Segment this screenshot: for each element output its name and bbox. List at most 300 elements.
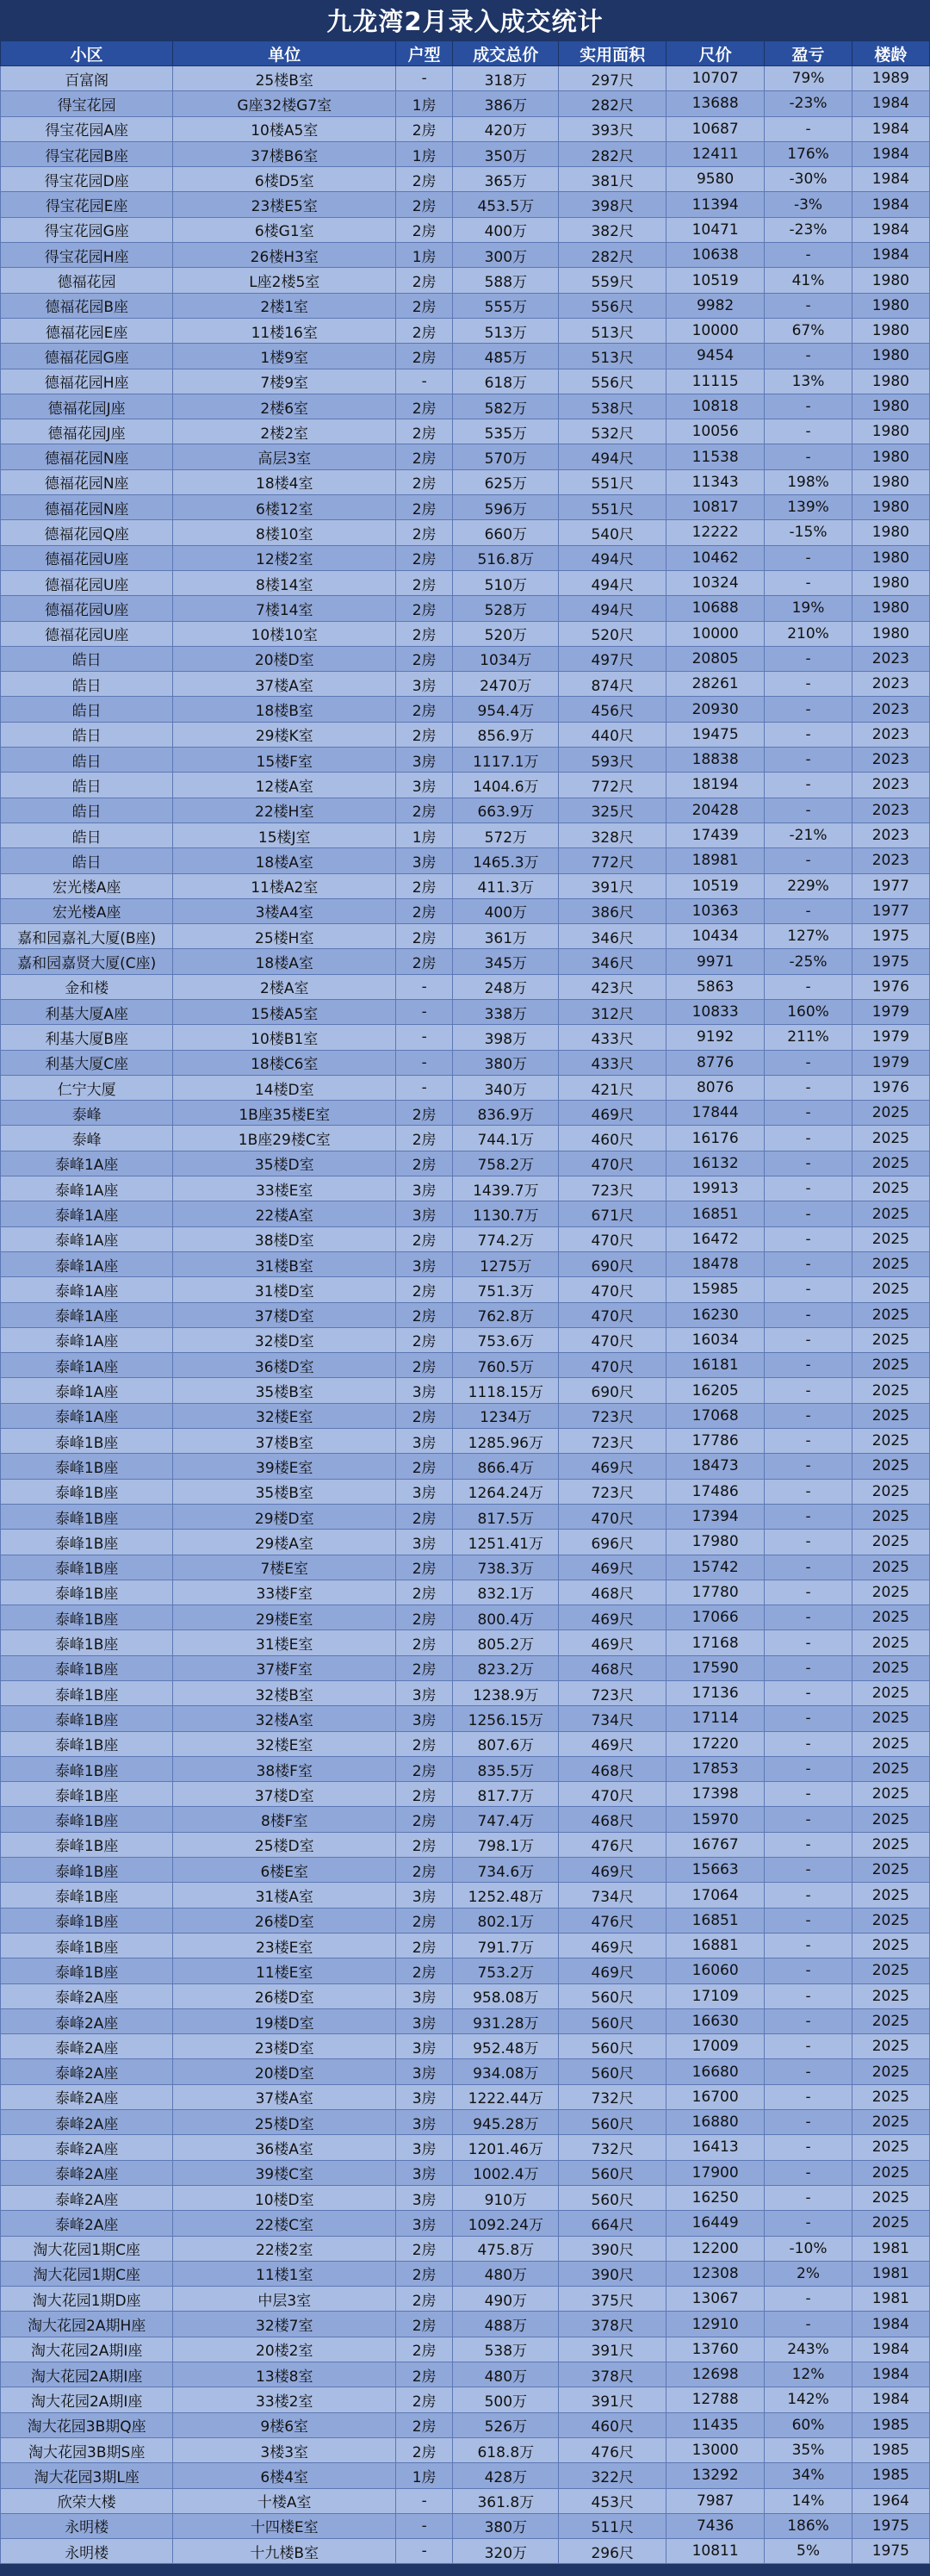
price-cell: 856.9万 [453, 722, 559, 747]
profit-loss-cell: - [765, 2135, 852, 2160]
layout-cell: 2房 [396, 293, 453, 318]
estate-cell: 皓日 [1, 646, 173, 671]
area-cell: 538尺 [559, 394, 666, 419]
layout-cell: 2房 [396, 217, 453, 242]
estate-cell: 嘉和园嘉贤大厦(C座) [1, 949, 173, 974]
estate-cell: 泰峰1A座 [1, 1302, 173, 1327]
table-row [1, 1731, 930, 1756]
price-per-foot-cell: 16250 [666, 2185, 765, 2210]
price-per-foot-cell: 9580 [666, 167, 765, 192]
price-cell: 866.4万 [453, 1454, 559, 1479]
area-cell: 494尺 [559, 596, 666, 621]
building-age-cell: 2025 [852, 1555, 929, 1580]
layout-cell: 2房 [396, 1504, 453, 1529]
price-per-foot-cell: 16851 [666, 1201, 765, 1226]
unit-cell: 37楼A室 [173, 2084, 396, 2109]
building-age-cell: 1985 [852, 2437, 929, 2462]
unit-cell: 7楼E室 [173, 1555, 396, 1580]
profit-loss-cell: - [765, 2084, 852, 2109]
price-cell: 1002.4万 [453, 2160, 559, 2185]
layout-cell: 3房 [396, 2185, 453, 2210]
unit-cell: 18楼B室 [173, 697, 396, 722]
building-age-cell: 2025 [852, 1504, 929, 1529]
building-age-cell: 2025 [852, 2059, 929, 2084]
estate-cell: 泰峰2A座 [1, 2034, 173, 2059]
table-row [1, 898, 930, 923]
estate-cell: 泰峰1B座 [1, 1429, 173, 1454]
profit-loss-cell: - [765, 1908, 852, 1933]
profit-loss-cell: 186% [765, 2513, 852, 2538]
unit-cell: 38楼F室 [173, 1756, 396, 1781]
area-cell: 470尺 [559, 1151, 666, 1176]
unit-cell: 33楼E室 [173, 1176, 396, 1201]
estate-cell: 皓日 [1, 848, 173, 873]
layout-cell: 2房 [396, 1454, 453, 1479]
area-cell: 393尺 [559, 116, 666, 141]
building-age-cell: 1964 [852, 2488, 929, 2513]
price-per-foot-cell: 10056 [666, 419, 765, 444]
table-row [1, 2488, 930, 2513]
table-row [1, 2059, 930, 2084]
building-age-cell: 2025 [852, 1201, 929, 1226]
estate-cell: 泰峰1B座 [1, 1782, 173, 1807]
table-row [1, 2008, 930, 2033]
estate-cell: 德福花园U座 [1, 545, 173, 570]
table-row [1, 1530, 930, 1555]
area-cell: 560尺 [559, 1983, 666, 2008]
profit-loss-cell: - [765, 1530, 852, 1555]
price-cell: 663.9万 [453, 798, 559, 822]
price-cell: 2470万 [453, 672, 559, 697]
price-per-foot-cell: 13067 [666, 2287, 765, 2312]
estate-cell: 淘大花园1期C座 [1, 2261, 173, 2286]
price-per-foot-cell: 17114 [666, 1706, 765, 1731]
profit-loss-cell: - [765, 1151, 852, 1176]
profit-loss-cell: - [765, 1327, 852, 1352]
estate-cell: 泰峰1B座 [1, 1504, 173, 1529]
estate-cell: 泰峰1B座 [1, 1555, 173, 1580]
estate-cell: 泰峰1B座 [1, 1858, 173, 1883]
profit-loss-cell: 243% [765, 2337, 852, 2362]
profit-loss-cell: - [765, 1126, 852, 1151]
area-cell: 723尺 [559, 1479, 666, 1504]
unit-cell: 6楼E室 [173, 1858, 396, 1883]
profit-loss-cell: - [765, 1075, 852, 1100]
table-row [1, 1403, 930, 1428]
layout-cell: 2房 [396, 798, 453, 822]
layout-cell: 3房 [396, 2160, 453, 2185]
building-age-cell: 2023 [852, 722, 929, 747]
unit-cell: 8楼F室 [173, 1807, 396, 1832]
layout-cell: 2房 [396, 924, 453, 949]
building-age-cell: 1975 [852, 949, 929, 974]
building-age-cell: 2025 [852, 1706, 929, 1731]
table-row [1, 2437, 930, 2462]
price-per-foot-cell: 12308 [666, 2261, 765, 2286]
price-cell: 338万 [453, 999, 559, 1024]
price-cell: 1130.7万 [453, 1201, 559, 1226]
area-cell: 560尺 [559, 2160, 666, 2185]
area-cell: 378尺 [559, 2312, 666, 2337]
layout-cell: 2房 [396, 898, 453, 923]
layout-cell: 3房 [396, 2034, 453, 2059]
estate-cell: 泰峰 [1, 1101, 173, 1126]
layout-cell: 2房 [396, 621, 453, 646]
table-row [1, 773, 930, 798]
building-age-cell: 2025 [852, 2185, 929, 2210]
profit-loss-cell: 19% [765, 596, 852, 621]
profit-loss-cell: - [765, 1302, 852, 1327]
estate-cell: 泰峰2A座 [1, 2160, 173, 2185]
unit-cell: 1楼9室 [173, 344, 396, 369]
unit-cell: 15楼F室 [173, 748, 396, 773]
unit-cell: 37楼F室 [173, 1655, 396, 1680]
profit-loss-cell: - [765, 1756, 852, 1781]
estate-cell: 淘大花园2A期I座 [1, 2337, 173, 2362]
table-row [1, 1277, 930, 1302]
layout-cell: 1房 [396, 822, 453, 847]
table-row [1, 2110, 930, 2135]
price-cell: 802.1万 [453, 1908, 559, 1933]
layout-cell: 3房 [396, 2084, 453, 2109]
table-row [1, 217, 930, 242]
table-row [1, 293, 930, 318]
unit-cell: 37楼B6室 [173, 141, 396, 166]
area-cell: 559尺 [559, 268, 666, 293]
unit-cell: 20楼2室 [173, 2337, 396, 2362]
price-cell: 934.08万 [453, 2059, 559, 2084]
price-per-foot-cell: 16413 [666, 2135, 765, 2160]
table-row [1, 1807, 930, 1832]
estate-cell: 得宝花园 [1, 91, 173, 116]
area-cell: 470尺 [559, 1302, 666, 1327]
estate-cell: 欣荣大楼 [1, 2488, 173, 2513]
price-per-foot-cell: 15970 [666, 1807, 765, 1832]
table-row [1, 1226, 930, 1251]
price-cell: 490万 [453, 2287, 559, 2312]
price-per-foot-cell: 16680 [666, 2059, 765, 2084]
unit-cell: 31楼A室 [173, 1883, 396, 1908]
column-header-profit-loss: 盈亏 [765, 41, 852, 66]
unit-cell: 37楼D室 [173, 1782, 396, 1807]
unit-cell: 32楼7室 [173, 2312, 396, 2337]
area-cell: 378尺 [559, 2362, 666, 2387]
unit-cell: 39楼E室 [173, 1454, 396, 1479]
price-per-foot-cell: 10707 [666, 66, 765, 91]
table-row [1, 1681, 930, 1706]
unit-cell: 6楼D5室 [173, 167, 396, 192]
building-age-cell: 2025 [852, 1983, 929, 2008]
layout-cell: 2房 [396, 1655, 453, 1680]
price-per-foot-cell: 12411 [666, 141, 765, 166]
table-row [1, 873, 930, 898]
table-row [1, 2337, 930, 2362]
estate-cell: 泰峰1A座 [1, 1353, 173, 1378]
unit-cell: 31楼B室 [173, 1251, 396, 1276]
price-per-foot-cell: 17590 [666, 1655, 765, 1680]
price-per-foot-cell: 10000 [666, 621, 765, 646]
profit-loss-cell: 127% [765, 924, 852, 949]
layout-cell: 2房 [396, 1353, 453, 1378]
price-cell: 510万 [453, 570, 559, 595]
building-age-cell: 2023 [852, 773, 929, 798]
price-cell: 747.4万 [453, 1807, 559, 1832]
table-row [1, 1883, 930, 1908]
building-age-cell: 2023 [852, 798, 929, 822]
estate-cell: 淘大花园3B期Q座 [1, 2412, 173, 2437]
area-cell: 390尺 [559, 2236, 666, 2261]
layout-cell: 2房 [396, 1126, 453, 1151]
area-cell: 520尺 [559, 621, 666, 646]
unit-cell: 29楼E室 [173, 1605, 396, 1630]
building-age-cell: 2025 [852, 2135, 929, 2160]
estate-cell: 泰峰1B座 [1, 1908, 173, 1933]
estate-cell: 百富阁 [1, 66, 173, 91]
price-per-foot-cell: 17486 [666, 1479, 765, 1504]
building-age-cell: 1984 [852, 2362, 929, 2387]
area-cell: 772尺 [559, 848, 666, 873]
price-per-foot-cell: 13688 [666, 91, 765, 116]
unit-cell: 6楼G1室 [173, 217, 396, 242]
area-cell: 551尺 [559, 469, 666, 494]
table-row [1, 545, 930, 570]
profit-loss-cell: - [765, 974, 852, 999]
layout-cell: 2房 [396, 1807, 453, 1832]
price-per-foot-cell: 13292 [666, 2463, 765, 2488]
profit-loss-cell: - [765, 646, 852, 671]
table-row [1, 672, 930, 697]
table-row [1, 344, 930, 369]
layout-cell: 2房 [396, 2412, 453, 2437]
profit-loss-cell: - [765, 2185, 852, 2210]
price-per-foot-cell: 10688 [666, 596, 765, 621]
area-cell: 469尺 [559, 1731, 666, 1756]
estate-cell: 泰峰1B座 [1, 1580, 173, 1605]
price-per-foot-cell: 16034 [666, 1327, 765, 1352]
layout-cell: 2房 [396, 2437, 453, 2462]
layout-cell: 2房 [396, 1403, 453, 1428]
price-cell: 555万 [453, 293, 559, 318]
layout-cell: 2房 [396, 873, 453, 898]
price-per-foot-cell: 17168 [666, 1630, 765, 1655]
area-cell: 723尺 [559, 1429, 666, 1454]
price-per-foot-cell: 17068 [666, 1403, 765, 1428]
table-row [1, 748, 930, 773]
layout-cell: 1房 [396, 2463, 453, 2488]
price-per-foot-cell: 9192 [666, 1025, 765, 1050]
price-cell: 318万 [453, 66, 559, 91]
profit-loss-cell: - [765, 2059, 852, 2084]
estate-cell: 德福花园U座 [1, 570, 173, 595]
building-age-cell: 1984 [852, 116, 929, 141]
profit-loss-cell: - [765, 1858, 852, 1883]
price-per-foot-cell: 17394 [666, 1504, 765, 1529]
estate-cell: 得宝花园B座 [1, 141, 173, 166]
area-cell: 453尺 [559, 2488, 666, 2513]
profit-loss-cell: -10% [765, 2236, 852, 2261]
price-per-foot-cell: 11343 [666, 469, 765, 494]
page-title: 九龙湾2月录入成交统计 [326, 7, 604, 36]
price-cell: 582万 [453, 394, 559, 419]
layout-cell: 3房 [396, 1251, 453, 1276]
profit-loss-cell: - [765, 444, 852, 469]
layout-cell: 2房 [396, 394, 453, 419]
area-cell: 423尺 [559, 974, 666, 999]
estate-cell: 泰峰1B座 [1, 1605, 173, 1630]
price-per-foot-cell: 11538 [666, 444, 765, 469]
price-cell: 835.5万 [453, 1756, 559, 1781]
area-cell: 723尺 [559, 1681, 666, 1706]
profit-loss-cell: - [765, 1176, 852, 1201]
building-age-cell: 2025 [852, 1251, 929, 1276]
layout-cell: 1房 [396, 243, 453, 268]
area-cell: 391尺 [559, 873, 666, 898]
estate-cell: 泰峰1B座 [1, 1756, 173, 1781]
area-cell: 322尺 [559, 2463, 666, 2488]
area-cell: 551尺 [559, 495, 666, 520]
price-cell: 350万 [453, 141, 559, 166]
profit-loss-cell: 229% [765, 873, 852, 898]
area-cell: 470尺 [559, 1353, 666, 1378]
area-cell: 469尺 [559, 1858, 666, 1883]
building-age-cell: 1975 [852, 924, 929, 949]
price-cell: 428万 [453, 2463, 559, 2488]
estate-cell: 皓日 [1, 748, 173, 773]
estate-cell: 嘉和园嘉礼大厦(B座) [1, 924, 173, 949]
profit-loss-cell: - [765, 1226, 852, 1251]
price-per-foot-cell: 10471 [666, 217, 765, 242]
building-age-cell: 2025 [852, 1655, 929, 1680]
unit-cell: 32楼E室 [173, 1731, 396, 1756]
area-cell: 382尺 [559, 217, 666, 242]
layout-cell: 3房 [396, 1201, 453, 1226]
layout-cell: 2房 [396, 1327, 453, 1352]
table-row [1, 1479, 930, 1504]
unit-cell: 23楼E5室 [173, 192, 396, 217]
unit-cell: 2楼2室 [173, 419, 396, 444]
layout-cell: 2房 [396, 646, 453, 671]
price-per-foot-cell: 11435 [666, 2412, 765, 2437]
table-row [1, 1958, 930, 1983]
price-cell: 380万 [453, 2513, 559, 2538]
unit-cell: 15楼A5室 [173, 999, 396, 1024]
price-per-foot-cell: 16176 [666, 1126, 765, 1151]
building-age-cell: 1980 [852, 621, 929, 646]
table-row [1, 2211, 930, 2236]
table-row [1, 2135, 930, 2160]
unit-cell: 35楼B室 [173, 1479, 396, 1504]
building-age-cell: 1984 [852, 2337, 929, 2362]
building-age-cell: 2025 [852, 1883, 929, 1908]
column-header-price: 成交总价 [453, 41, 559, 66]
price-per-foot-cell: 10817 [666, 495, 765, 520]
table-row [1, 1832, 930, 1857]
building-age-cell: 1980 [852, 570, 929, 595]
profit-loss-cell: 14% [765, 2488, 852, 2513]
table-row [1, 697, 930, 722]
table-row [1, 2312, 930, 2337]
building-age-cell: 1984 [852, 217, 929, 242]
building-age-cell: 2023 [852, 646, 929, 671]
layout-cell: 3房 [396, 1681, 453, 1706]
profit-loss-cell: - [765, 1429, 852, 1454]
table-row [1, 116, 930, 141]
layout-cell: 3房 [396, 1706, 453, 1731]
price-per-foot-cell: 10687 [666, 116, 765, 141]
building-age-cell: 2023 [852, 748, 929, 773]
area-cell: 560尺 [559, 2185, 666, 2210]
unit-cell: 15楼J室 [173, 822, 396, 847]
profit-loss-cell: 139% [765, 495, 852, 520]
layout-cell: 2房 [396, 722, 453, 747]
area-cell: 497尺 [559, 646, 666, 671]
price-cell: 411.3万 [453, 873, 559, 898]
unit-cell: 11楼A2室 [173, 873, 396, 898]
table-row [1, 1983, 930, 2008]
profit-loss-cell: - [765, 293, 852, 318]
layout-cell: 2房 [396, 570, 453, 595]
profit-loss-cell: - [765, 898, 852, 923]
profit-loss-cell: - [765, 2110, 852, 2135]
building-age-cell: 1985 [852, 2412, 929, 2437]
price-per-foot-cell: 18838 [666, 748, 765, 773]
price-per-foot-cell: 18194 [666, 773, 765, 798]
price-per-foot-cell: 15663 [666, 1858, 765, 1883]
unit-cell: 12楼2室 [173, 545, 396, 570]
table-row [1, 1706, 930, 1731]
table-row [1, 2236, 930, 2261]
table-row [1, 2539, 930, 2564]
area-cell: 772尺 [559, 773, 666, 798]
profit-loss-cell: - [765, 1479, 852, 1504]
building-age-cell: 2025 [852, 1277, 929, 1302]
profit-loss-cell: - [765, 2287, 852, 2312]
area-cell: 560尺 [559, 2059, 666, 2084]
layout-cell: 2房 [396, 444, 453, 469]
price-per-foot-cell: 17109 [666, 1983, 765, 2008]
price-per-foot-cell: 10324 [666, 570, 765, 595]
area-cell: 421尺 [559, 1075, 666, 1100]
estate-cell: 泰峰1B座 [1, 1731, 173, 1756]
profit-loss-cell: - [765, 1277, 852, 1302]
table-row [1, 1504, 930, 1529]
price-per-foot-cell: 10519 [666, 873, 765, 898]
price-per-foot-cell: 10811 [666, 2539, 765, 2564]
profit-loss-cell: 13% [765, 369, 852, 394]
estate-cell: 泰峰1A座 [1, 1327, 173, 1352]
price-per-foot-cell: 16181 [666, 1353, 765, 1378]
building-age-cell: 2025 [852, 1782, 929, 1807]
area-cell: 540尺 [559, 520, 666, 545]
area-cell: 494尺 [559, 570, 666, 595]
table-row [1, 2463, 930, 2488]
price-per-foot-cell: 16630 [666, 2008, 765, 2033]
area-cell: 456尺 [559, 697, 666, 722]
table-row [1, 1126, 930, 1151]
layout-cell: 1房 [396, 141, 453, 166]
building-age-cell: 2025 [852, 1958, 929, 1983]
estate-cell: 皓日 [1, 672, 173, 697]
price-cell: 618万 [453, 369, 559, 394]
area-cell: 671尺 [559, 1201, 666, 1226]
building-age-cell: 1980 [852, 545, 929, 570]
profit-loss-cell: - [765, 2008, 852, 2033]
profit-loss-cell: - [765, 1403, 852, 1428]
profit-loss-cell: - [765, 1050, 852, 1075]
layout-cell: 2房 [396, 1101, 453, 1126]
price-per-foot-cell: 16700 [666, 2084, 765, 2109]
building-age-cell: 1979 [852, 1050, 929, 1075]
